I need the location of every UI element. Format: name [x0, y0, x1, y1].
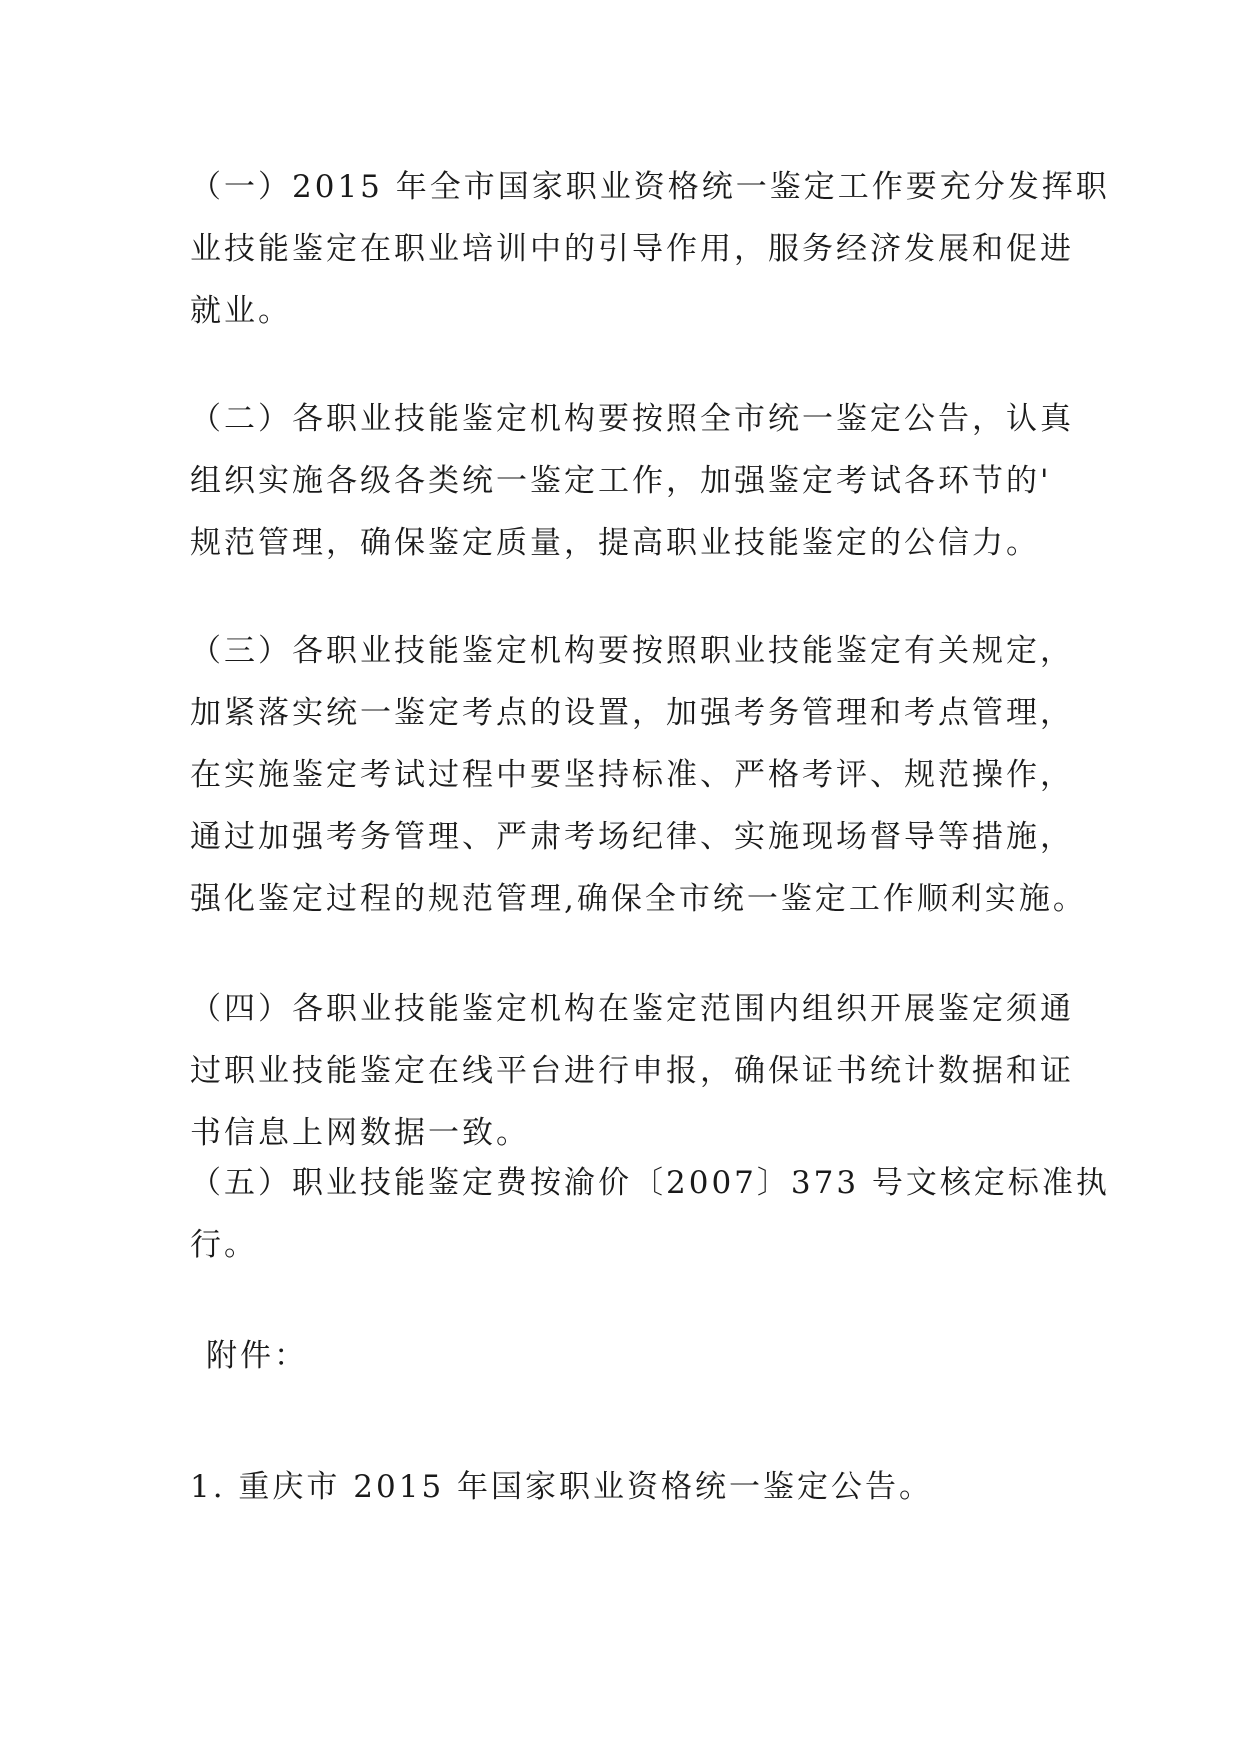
paragraph-4: [190, 978, 1074, 1164]
paragraph-line: 业技能鉴定在职业培训中的引导作用，服务经济发展和促进: [190, 231, 1074, 267]
paragraph-line: 在实施鉴定考试过程中要坚持标准、严格考评、规范操作，: [190, 757, 1074, 793]
paragraph-line: 规范管理，确保鉴定质量，提高职业技能鉴定的公信力。: [190, 525, 1040, 561]
paragraph-1: [190, 156, 1110, 342]
paragraph-3: [190, 620, 1087, 930]
paragraph-line: （五）职业技能鉴定费按渝价〔2007〕373 号文核定标准执: [190, 1165, 1110, 1201]
paragraph-2: [190, 388, 1074, 574]
paragraph-line: 过职业技能鉴定在线平台进行申报，确保证书统计数据和证: [190, 1053, 1074, 1089]
paragraph-line: 组织实施各级各类统一鉴定工作，加强鉴定考试各环节的': [190, 463, 1052, 499]
paragraph-line: 通过加强考务管理、严肃考场纪律、实施现场督导等措施，: [190, 819, 1074, 855]
paragraph-line: （一）2015 年全市国家职业资格统一鉴定工作要充分发挥职: [190, 169, 1110, 205]
paragraph-line: 强化鉴定过程的规范管理,确保全市统一鉴定工作顺利实施。: [190, 881, 1087, 917]
paragraph-line: 行。: [190, 1227, 258, 1263]
paragraph-line: 书信息上网数据一致。: [190, 1115, 530, 1151]
paragraph-line: （三）各职业技能鉴定机构要按照职业技能鉴定有关规定，: [190, 633, 1074, 669]
attachment-heading: [206, 1325, 1086, 1387]
attachment-item-text: 1. 重庆市 2015 年国家职业资格统一鉴定公告。: [190, 1469, 934, 1505]
paragraph-line: （二）各职业技能鉴定机构要按照全市统一鉴定公告，认真: [190, 401, 1074, 437]
paragraph-line: （四）各职业技能鉴定机构在鉴定范围内组织开展鉴定须通: [190, 991, 1074, 1027]
attachment-item-1: [190, 1456, 1070, 1518]
paragraph-line: 就业。: [190, 293, 292, 329]
paragraph-line: 加紧落实统一鉴定考点的设置，加强考务管理和考点管理，: [190, 695, 1074, 731]
attachment-heading-text: 附件：: [206, 1338, 308, 1374]
paragraph-5: [190, 1152, 1110, 1276]
